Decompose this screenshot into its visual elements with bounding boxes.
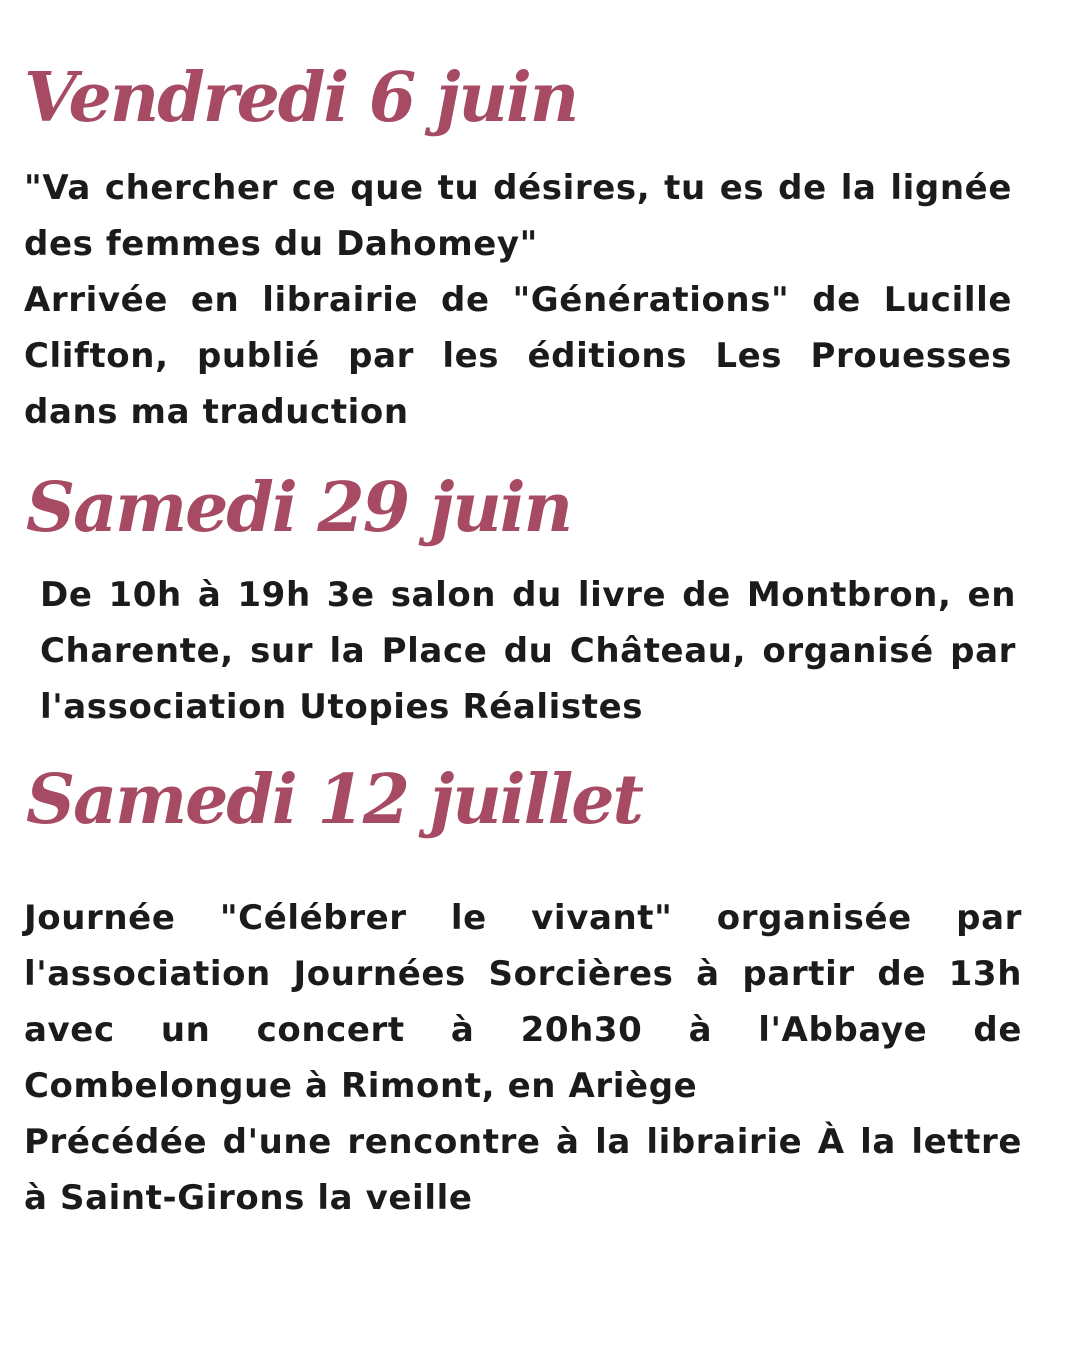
event-heading-samedi-12-juillet: Samedi 12 juillet <box>26 760 642 840</box>
event-detail: Journée "Célébrer le vivant" organisée par l'association Journées Sorcières à partir de 13h avec un concert à 20h30 à l'Abbaye de Combelongue à Rimont, en Ariège <box>24 898 1022 1106</box>
event-detail: Précédée d'une rencontre à la librairie À la lettre à Saint-Girons la veille <box>24 1122 1022 1218</box>
event-heading-samedi-29-juin: Samedi 29 juin <box>26 468 572 548</box>
event-description-vendredi-6-juin <box>24 160 1012 440</box>
event-description-samedi-29-juin <box>40 567 1016 735</box>
event-heading-vendredi-6-juin: Vendredi 6 juin <box>24 58 578 138</box>
event-quote: "Va chercher ce que tu désires, tu es de la lignée des femmes du Dahomey" <box>24 168 1012 264</box>
event-description-samedi-12-juillet <box>24 890 1022 1226</box>
event-detail: De 10h à 19h 3e salon du livre de Montbron, en Charente, sur la Place du Château, organisé par l'association Utopies Réalistes <box>40 575 1016 727</box>
event-detail: Arrivée en librairie de "Générations" de Lucille Clifton, publié par les éditions Les Prouesses dans ma traduction <box>24 280 1012 432</box>
